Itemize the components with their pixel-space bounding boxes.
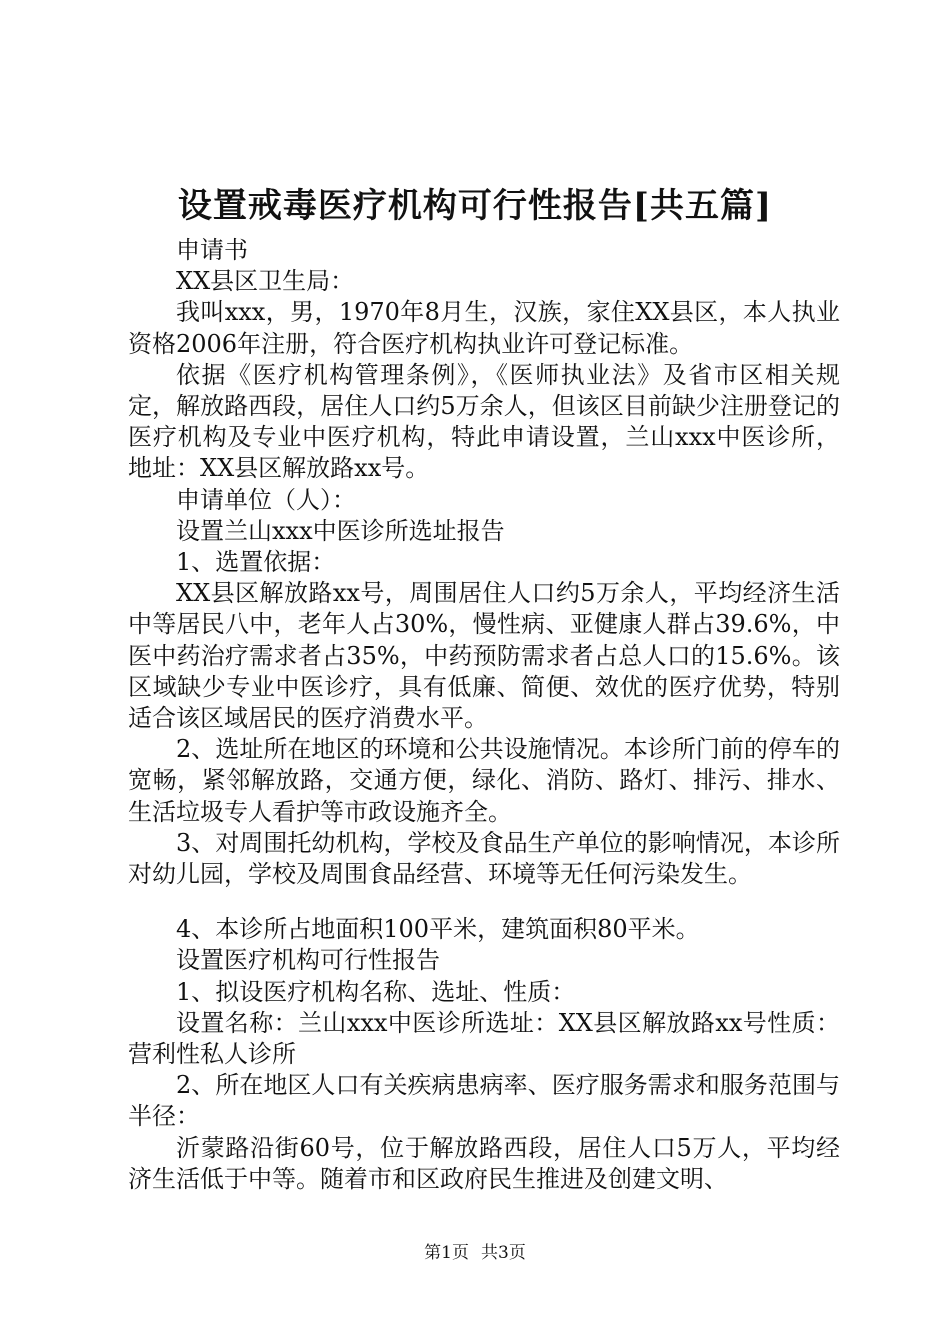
paragraph-applicant-unit: 申请单位（人）： <box>176 485 356 514</box>
paragraph-population: 沂蒙路沿街60号，位于解放路西段，居住人口5万人，平均经济生活低于中等。随着市和区政府民生推进及创建文明、 <box>128 1133 840 1193</box>
paragraph-site-environment: 2、选址所在地区的环境和公共设施情况。本诊所门前的停车的宽畅，紧邻解放路，交通方便，绿化、消防、路灯、排污、排水、生活垃圾专人看护等市政设施齐全。 <box>128 735 840 826</box>
paragraph-applicant-intro: 我叫xxx，男，1970年8月生，汉族，家住XX县区，本人执业资格2006年注册，符合医疗机构执业许可登记标准。 <box>128 298 840 358</box>
paragraph-site-basis-heading: 1、选置依据： <box>176 548 336 577</box>
page-footer <box>0 1241 950 1265</box>
page-number: 第1页 <box>424 1243 469 1263</box>
paragraph-name-site-nature: 设置名称：兰山xxx中医诊所选址：XX县区解放路xx号性质：营利性私人诊所 <box>128 1008 840 1069</box>
paragraph-site-area: 4、本诊所占地面积100平米，建筑面积80平米。 <box>176 915 700 944</box>
paragraph-feasibility-heading: 设置医疗机构可行性报告 <box>176 946 440 975</box>
paragraph-population-heading: 2、所在地区人口有关疾病患病率、医疗服务需求和服务范围与半径： <box>128 1071 840 1131</box>
paragraph-application-heading: 申请书 <box>176 236 248 264</box>
paragraph-site-impact: 3、对周围托幼机构，学校及食品生产单位的影响情况，本诊所对幼儿园，学校及周围食品经营、环境等无任何污染发生。 <box>128 828 840 889</box>
paragraph-addressee: XX县区卫生局： <box>176 267 355 296</box>
document-body <box>128 235 840 1195</box>
document-title: 设置戒毒医疗机构可行性报告[共五篇] <box>177 186 773 226</box>
paragraph-name-site-nature-heading: 1、拟设医疗机构名称、选址、性质： <box>176 977 576 1006</box>
paragraph-site-report-heading: 设置兰山xxx中医诊所选址报告 <box>176 516 505 545</box>
paragraph-basis: 依据《医疗机构管理条例》，《医师执业法》及省市区相关规定，解放路西段，居住人口约5万余人，但该区目前缺少注册登记的医疗机构及专业中医疗机构，特此申请设置，兰山xxx中医诊所，地址：XX县区解放路xx号。 <box>128 360 840 483</box>
paragraph-site-basis: XX县区解放路xx号，周围居住人口约5万余人，平均经济生活中等居民八中，老年人占30%，慢性病、亚健康人群占39.6%，中医中药治疗需求者占35%，中药预防需求者占总人口的15.6%。该区域缺少专业中医诊疗，具有低廉、简便、效优的医疗优势，特别适合该区域居民的医疗消费水平。 <box>128 579 840 733</box>
page-total: 共3页 <box>481 1243 526 1263</box>
